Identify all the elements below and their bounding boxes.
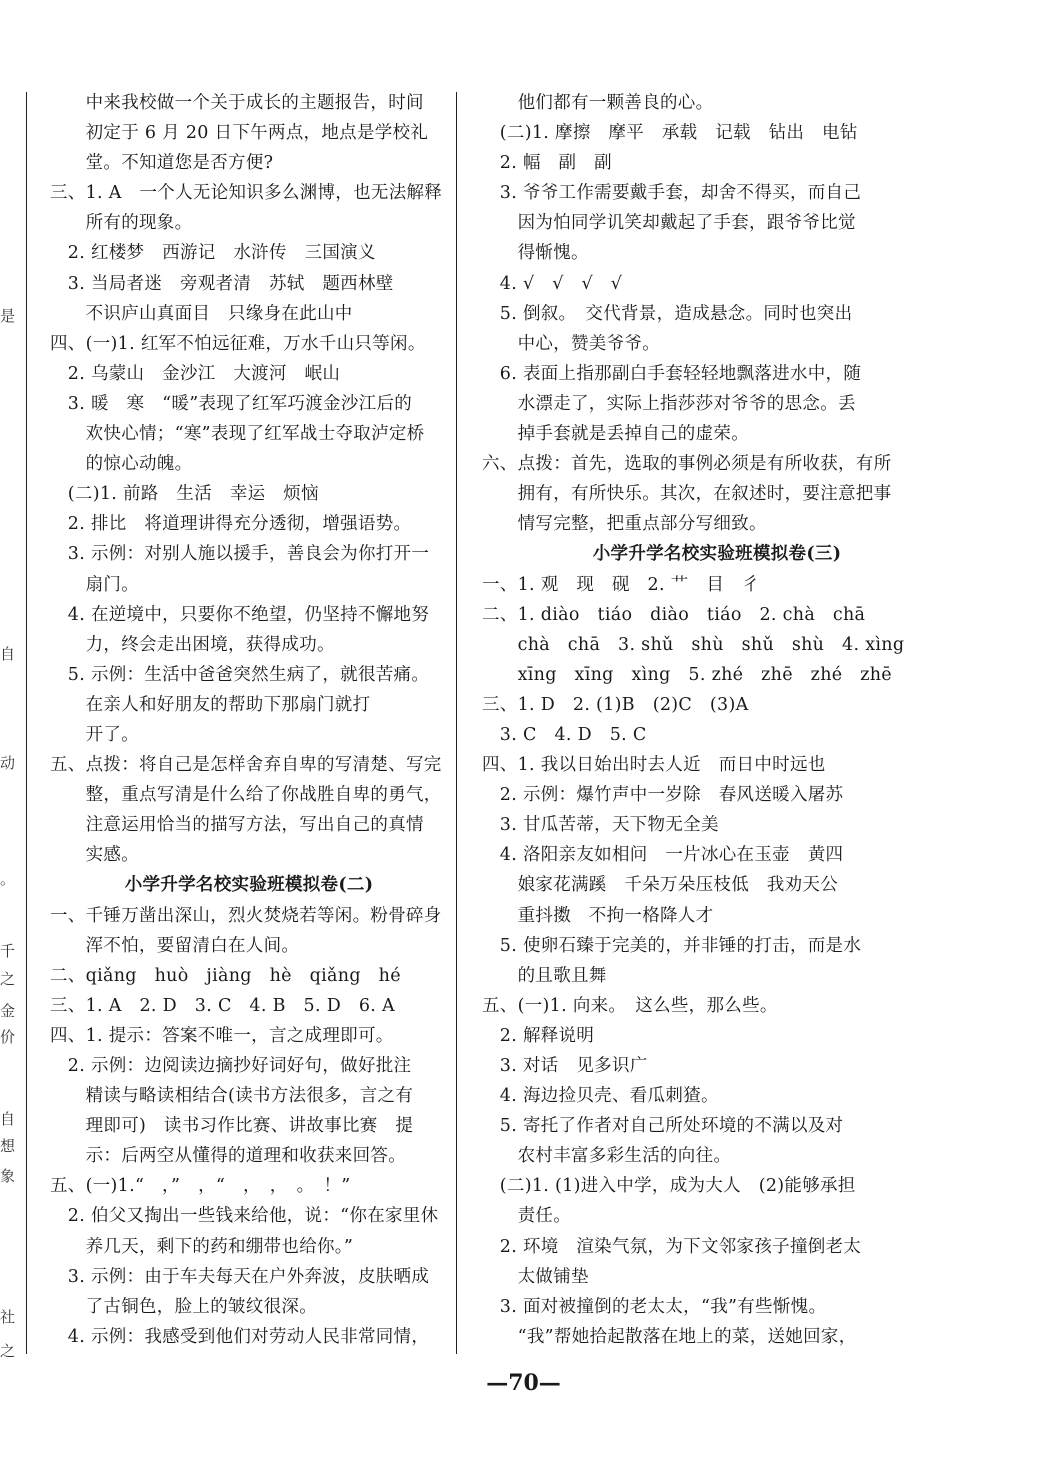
answer-line: 四、1. 提示：答案不唯一，言之成理即可。: [50, 1025, 394, 1046]
answer-line: 4. 在逆境中，只要你不绝望，仍坚持不懈地努: [50, 604, 430, 625]
answer-line: 一、1. 观 现 砚 2. 艹 目 彳: [482, 574, 760, 595]
answer-line: 6. 表面上指那副白手套轻轻地飘落进水中，随: [482, 363, 862, 384]
answer-line: 得惭愧。: [482, 243, 589, 264]
answer-line: 5. 倒叙。 交代背景，造成悬念。同时也突出: [482, 303, 853, 324]
answer-line: 4. 洛阳亲友如相问 一片冰心在玉壶 黄四: [482, 845, 844, 866]
answer-line: 中心，赞美爷爷。: [482, 333, 660, 354]
answer-line: xīng xīng xìng 5. zhé zhē zhé zhē: [482, 664, 892, 685]
answer-line: 理即可) 读书习作比赛、讲故事比赛 提: [50, 1116, 414, 1137]
answer-line: 2. 示例：边阅读边摘抄好词好句，做好批注: [50, 1056, 412, 1076]
answer-line: 注意运用恰当的描写方法，写出自己的真情: [50, 815, 424, 836]
answer-line: chà chā 3. shǔ shù shǔ shù 4. xìng: [482, 634, 905, 655]
answer-line: 5. 寄托了作者对自己所处环境的不满以及对: [482, 1116, 844, 1137]
answer-line: 情写完整，把重点部分写细致。: [482, 514, 767, 535]
margin-glyph: 自: [0, 645, 16, 663]
margin-glyph: 社: [0, 1308, 16, 1326]
answer-line: 整，重点写清是什么给了你战胜自卑的勇气，: [50, 785, 442, 806]
answer-line: 四、(一)1. 红军不怕远征难，万水千山只等闲。: [50, 333, 426, 354]
answer-line: 2. 示例：爆竹声中一岁除 春风送暖入屠苏: [482, 785, 844, 806]
answer-line: 3. 当局者迷 旁观者清 苏轼 题西林壁: [50, 273, 394, 294]
answer-line: 3. C 4. D 5. C: [482, 724, 647, 745]
answer-line: 4. 示例：我感受到他们对劳动人民非常同情，: [50, 1326, 430, 1347]
answer-line: 所有的现象。: [50, 213, 193, 234]
page-number: —70—: [486, 1370, 561, 1396]
answer-line: 掉手套就是丢掉自己的虚荣。: [482, 424, 749, 445]
answer-line: 水漂走了，实际上指莎莎对爷爷的思念。丢: [482, 393, 856, 414]
answer-line: 农村丰富多彩生活的向往。: [482, 1146, 732, 1167]
answer-line: 中来我校做一个关于成长的主题报告，时间: [50, 93, 424, 113]
margin-glyph: 之: [0, 1342, 16, 1360]
answer-line: 堂。不知道您是否方便?: [50, 153, 274, 174]
answer-line: 3. 示例：对别人施以援手，善良会为你打开一: [50, 544, 430, 565]
answer-line: 六、点拨：首先，选取的事例必须是有所收获，有所: [482, 454, 892, 475]
answer-line: 扇门。: [50, 574, 139, 595]
margin-glyph: 想: [0, 1137, 16, 1155]
answer-line: 2. 解释说明: [482, 1025, 595, 1046]
answer-line: 5. 使卵石臻于完美的，并非锤的打击，而是水: [482, 935, 862, 956]
answer-line: 四、1. 我以日始出时去人近 而日中时远也: [482, 755, 826, 776]
answer-line: 示：后两空从懂得的道理和收获来回答。: [50, 1146, 406, 1167]
column-divider: [456, 92, 457, 1354]
answer-line: 精读与略读相结合(读书方法很多，言之有: [50, 1086, 414, 1107]
margin-glyph: 象: [0, 1167, 16, 1185]
margin-glyph: 。: [0, 870, 16, 888]
answer-line: 4. 海边捡贝壳、看瓜刺猹。: [482, 1086, 719, 1107]
answer-line: 在亲人和好朋友的帮助下那扇门就打: [50, 694, 371, 715]
right-answer-column: [482, 88, 952, 1352]
answer-line: 了古铜色，脸上的皱纹很深。: [50, 1296, 317, 1317]
section-heading: 小学升学名校实验班模拟卷(二): [124, 875, 374, 896]
margin-glyph: 之: [0, 970, 16, 988]
answer-line: 3. 暖 寒 “暖”表现了红军巧渡金沙江后的: [50, 393, 413, 414]
answer-line: 养几天，剩下的药和绷带也给你。”: [50, 1236, 354, 1257]
answer-line: 2. 红楼梦 西游记 水浒传 三国演义: [50, 243, 376, 264]
margin-glyph: 是: [0, 307, 16, 325]
section-heading: 小学升学名校实验班模拟卷(三): [592, 544, 842, 565]
answer-line: 3. 甘瓜苦蒂，天下物无全美: [482, 815, 719, 836]
answer-line: 娘家花满蹊 千朵万朵压枝低 我劝天公: [482, 875, 838, 896]
margin-glyph: 动: [0, 754, 16, 772]
answer-line: 2. 伯父又掏出一些钱来给他，说：“你在家里休: [50, 1206, 439, 1227]
answer-line: 一、千锤万凿出深山，烈火焚烧若等闲。粉骨碎身: [50, 905, 442, 926]
answer-line: 开了。: [50, 724, 139, 745]
answer-line: 力，终会走出困境，获得成功。: [50, 634, 335, 655]
margin-glyph: 金: [0, 1002, 16, 1020]
answer-line: 4. √ √ √ √: [482, 273, 623, 294]
left-margin-rule: [26, 92, 27, 1354]
answer-line: 不识庐山真面目 只缘身在此山中: [50, 303, 353, 324]
answer-line: 欢快心情；“寒”表现了红军战士夺取泸定桥: [50, 424, 425, 445]
answer-line: (二)1. 摩擦 摩平 承载 记载 钻出 电钻: [482, 123, 858, 144]
answer-line: 的惊心动魄。: [50, 454, 193, 475]
answer-line: 五、(一)1. 向来。 这么些，那么些。: [482, 995, 778, 1016]
answer-line: 因为怕同学讥笑却戴起了手套，跟爷爷比觉: [482, 213, 856, 234]
answer-line: 3. 对话 见多识广: [482, 1056, 648, 1076]
margin-glyph: 自: [0, 1110, 16, 1128]
answer-line: 责任。: [482, 1206, 571, 1227]
answer-line: 三、1. A 一个人无论知识多么渊博，也无法解释: [50, 183, 443, 204]
answer-line: 实感。: [50, 845, 139, 866]
answer-line: 3. 示例：由于车夫每天在户外奔波，皮肤晒成: [50, 1266, 430, 1287]
answer-line: 重抖擞 不拘一格降人才: [482, 905, 714, 926]
answer-line: 2. 排比 将道理讲得充分透彻，增强语势。: [50, 514, 412, 535]
left-margin-fragment: [0, 80, 26, 1370]
answer-line: 初定于 6 月 20 日下午两点，地点是学校礼: [50, 123, 429, 144]
answer-line: 3. 面对被撞倒的老太太，“我”有些惭愧。: [482, 1296, 827, 1317]
answer-line: (二)1. 前路 生活 幸运 烦恼: [50, 484, 319, 505]
answer-line: 浑不怕，要留清白在人间。: [50, 935, 300, 956]
margin-glyph: 价: [0, 1028, 16, 1046]
answer-line: 5. 示例：生活中爸爸突然生病了，就很苦痛。: [50, 664, 430, 685]
margin-glyph: 千: [0, 942, 16, 960]
answer-line: “我”帮她拾起散落在地上的菜，送她回家，: [482, 1326, 857, 1347]
answer-line: 五、点拨：将自己是怎样舍弃自卑的写清楚、写完: [50, 755, 442, 776]
answer-line: 他们都有一颗善良的心。: [482, 93, 714, 113]
answer-line: 二、1. diào tiáo diào tiáo 2. chà chā: [482, 604, 866, 625]
left-answer-column: [50, 88, 448, 1352]
answer-line: 2. 环境 渲染气氛，为下文邻家孩子撞倒老太: [482, 1236, 862, 1257]
answer-line: 三、1. A 2. D 3. C 4. B 5. D 6. A: [50, 995, 395, 1016]
answer-line: 3. 爷爷工作需要戴手套，却舍不得买，而自己: [482, 183, 862, 204]
answer-line: 太做铺垫: [482, 1266, 589, 1287]
answer-line: 三、1. D 2. (1)B (2)C (3)A: [482, 694, 749, 715]
answer-line: 的且歌且舞: [482, 965, 607, 986]
answer-line: 2. 乌蒙山 金沙江 大渡河 岷山: [50, 363, 341, 384]
answer-line: 五、(一)1.“ ，” ，“ ， ， 。 ！”: [50, 1176, 351, 1197]
answer-line: 拥有，有所快乐。其次，在叙述时，要注意把事: [482, 484, 892, 505]
answer-line: 二、qiǎng huò jiàng hè qiǎng hé: [50, 965, 401, 986]
answer-line: (二)1. (1)进入中学，成为大人 (2)能够承担: [482, 1176, 856, 1197]
answer-line: 2. 幅 副 副: [482, 153, 612, 174]
